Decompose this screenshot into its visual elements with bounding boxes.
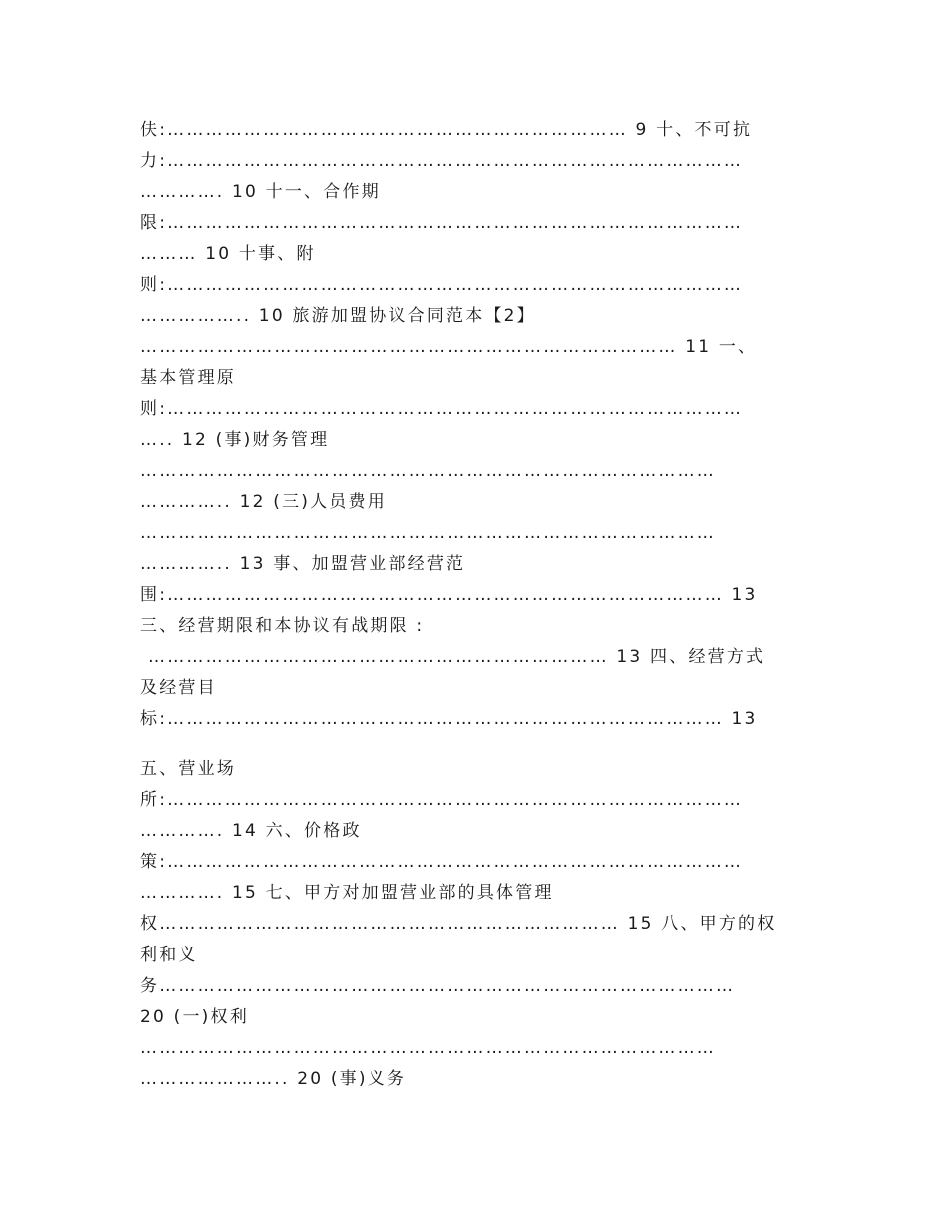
- toc-line: 标:…………………………………………………………………………… 13: [140, 709, 758, 729]
- toc-line: 基本管理原: [140, 368, 236, 388]
- toc-line: 三、经营期限和本协议有战期限 :: [140, 616, 425, 636]
- toc-line: …………. 14 六、价格政: [140, 821, 362, 841]
- toc-line: …………. 15 七、甲方对加盟营业部的具体管理: [140, 883, 554, 903]
- toc-line: 则:………………………………………………………………………………: [140, 399, 744, 419]
- toc-line: ………………………………………………………………………………: [140, 523, 716, 543]
- toc-line: ………………………………………………………………………………: [140, 461, 716, 481]
- toc-line: …………….. 10 旅游加盟协议合同范本【2】: [140, 306, 536, 326]
- toc-line: 务………………………………………………………………………………: [140, 976, 736, 996]
- toc-line: 限:………………………………………………………………………………: [140, 213, 744, 233]
- toc-line: 力:………………………………………………………………………………: [140, 151, 744, 171]
- toc-line: 策:………………………………………………………………………………: [140, 852, 744, 872]
- toc-line: ………………….. 20 (事)义务: [140, 1069, 407, 1089]
- toc-line: 利和义: [140, 945, 198, 965]
- toc-line: ………….. 12 (三)人员费用: [140, 492, 387, 512]
- toc-line: ………………………………………………………………………… 11 一、: [140, 337, 758, 357]
- toc-line: 伕:……………………………………………………………… 9 十、不可抗: [140, 120, 753, 140]
- toc-line: …………. 10 十一、合作期: [140, 182, 381, 202]
- toc-line: ….. 12 (事)财务管理: [140, 430, 330, 450]
- toc-line: 所:………………………………………………………………………………: [140, 790, 744, 810]
- toc-line: ………………………………………………………………………………: [140, 1038, 716, 1058]
- toc-line: ……………………………………………………………… 13 四、经营方式: [148, 647, 766, 667]
- toc-line: 及经营目: [140, 678, 217, 698]
- toc-line: 五、营业场: [140, 759, 236, 779]
- toc-line: ………….. 13 事、加盟营业部经营范: [140, 554, 466, 574]
- toc-line: ……… 10 十事、附: [140, 244, 316, 264]
- toc-line: 权……………………………………………………………… 15 八、甲方的权: [140, 914, 777, 934]
- toc-line: 围:…………………………………………………………………………… 13: [140, 585, 758, 605]
- toc-line: 20 (一)权利: [140, 1007, 249, 1027]
- toc-line: 则:………………………………………………………………………………: [140, 275, 744, 295]
